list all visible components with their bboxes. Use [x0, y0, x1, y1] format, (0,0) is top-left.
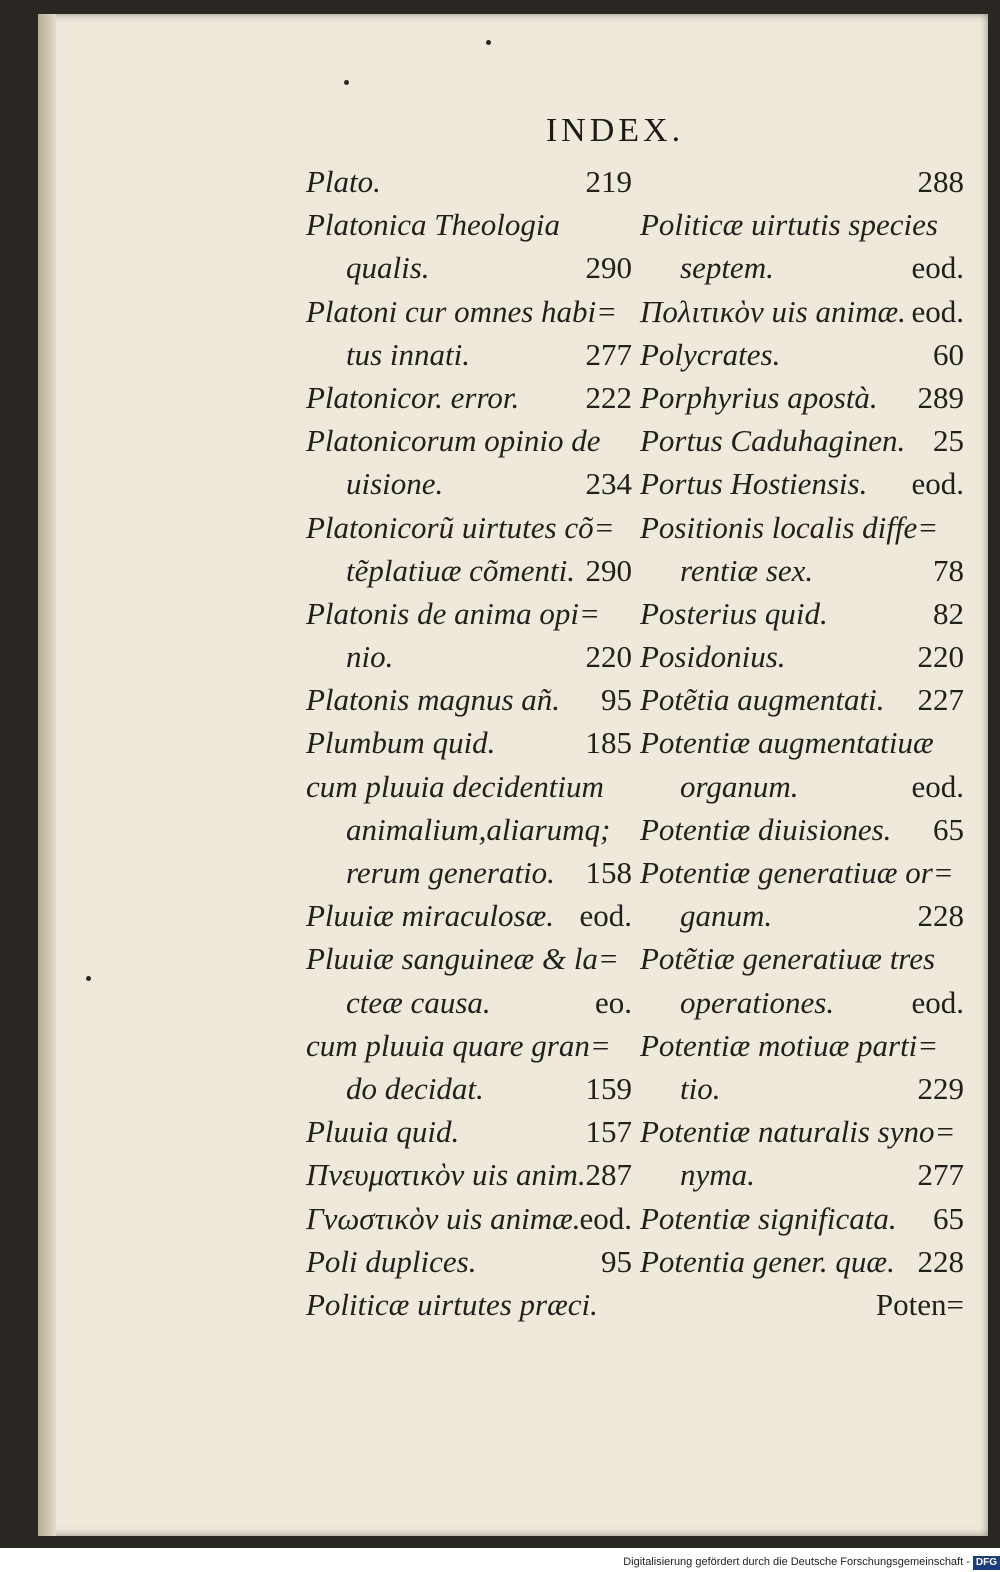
index-entry — [306, 203, 632, 246]
index-entry-text: Potentiæ significata. — [640, 1200, 897, 1236]
index-entry — [640, 894, 964, 937]
index-entry-page: eod. — [911, 250, 964, 286]
footer-text: Digitalisierung gefördert durch die Deutsche Forschungsgemeinschaft - — [623, 1556, 970, 1568]
index-entry-page: eo. — [594, 984, 632, 1020]
index-entry-page: 229 — [917, 1070, 964, 1106]
index-entry — [640, 506, 964, 549]
index-entry-text: Potentia gener. quæ. — [640, 1243, 895, 1279]
index-entry-text: septem. — [680, 250, 774, 286]
index-entry-page: eod. — [579, 1200, 632, 1236]
index-entry-page: 158 — [585, 855, 632, 890]
index-entry — [306, 1067, 632, 1110]
index-entry-text: Potẽtia augmentati. — [640, 682, 885, 718]
index-entry-page: 289 — [917, 379, 964, 415]
index-entry-page: 78 — [933, 552, 964, 588]
index-entry-text: cum pluuia quare gran= — [306, 1027, 611, 1063]
index-entry — [640, 290, 964, 333]
index-entry — [640, 1283, 964, 1326]
index-entry-text: cum pluuia decidentium — [306, 768, 604, 804]
index-entry — [640, 635, 964, 678]
index-entry-text: tus innati. — [346, 336, 471, 372]
ink-speck — [486, 40, 491, 45]
index-entry-page: eod. — [911, 466, 964, 502]
page-gutter — [38, 14, 56, 1536]
index-entry-page: eod. — [579, 898, 632, 934]
index-entry-text: nio. — [346, 639, 394, 675]
index-entry-page: eod. — [911, 984, 964, 1020]
index-entry-page: 157 — [585, 1114, 632, 1150]
index-entry — [306, 981, 632, 1024]
index-entry — [640, 1153, 964, 1196]
index-entry — [640, 808, 964, 851]
index-entry-page: 290 — [585, 552, 632, 588]
ink-speck — [344, 80, 349, 85]
index-entry-page: eod. — [911, 768, 964, 804]
index-entry-text: tẽplatiuæ cõmenti. — [346, 552, 576, 588]
index-entry-text: Potentiæ diuisiones. — [640, 811, 892, 847]
index-entry-text: Pluuia quid. — [306, 1114, 460, 1150]
index-entry-text: Pluuiæ miraculosæ. — [306, 898, 555, 934]
index-entry — [306, 635, 632, 678]
index-entry — [306, 160, 632, 203]
index-entry-text: Platoni cur omnes habi= — [306, 293, 618, 329]
index-entry-page: Poten= — [875, 1286, 964, 1322]
index-entry-text: Porphyrius apostà. — [640, 379, 878, 415]
index-entry-text: Pluuiæ sanguineæ & la= — [306, 941, 619, 977]
index-entry — [306, 765, 632, 808]
index-entry — [640, 981, 964, 1024]
index-entry-page: 159 — [585, 1070, 632, 1106]
index-entry — [306, 246, 632, 289]
index-entry — [640, 721, 964, 764]
ink-speck — [86, 976, 91, 981]
index-entry-text: cteæ causa. — [346, 984, 491, 1020]
index-entry — [640, 592, 964, 635]
index-entry-text: Γνωστικὸν uis animæ. — [306, 1200, 581, 1236]
footer-credit — [600, 1552, 1000, 1572]
page-title: INDEX. — [545, 112, 685, 149]
index-entry-text: do decidat. — [346, 1070, 484, 1106]
index-entry-page: 185 — [585, 725, 632, 761]
index-entry — [640, 1067, 964, 1110]
index-entry — [306, 721, 632, 764]
index-entry — [640, 678, 964, 721]
index-entry-text: Potẽtiæ generatiuæ tres — [640, 941, 936, 977]
index-entry — [306, 808, 632, 851]
index-entry-page: 220 — [917, 639, 964, 675]
index-entry — [640, 419, 964, 462]
index-entry-page: 219 — [585, 164, 632, 199]
index-entry-page: 227 — [917, 682, 964, 718]
index-entry-text: operationes. — [680, 984, 835, 1020]
index-entry-text: Platonis magnus añ. — [306, 682, 561, 718]
index-entry-text: Platonicorũ uirtutes cõ= — [306, 509, 615, 545]
index-entry-text: Platonica Theologia — [306, 207, 561, 243]
index-entry-text: Posterius quid. — [640, 595, 828, 631]
index-entry-text: Potentiæ generatiuæ or= — [640, 855, 954, 890]
index-entry — [306, 290, 632, 333]
index-entry — [306, 506, 632, 549]
index-entry-page: 287 — [585, 1157, 632, 1193]
index-entry-text: Portus Caduhaginen. — [640, 423, 906, 459]
index-entry-page: 222 — [585, 379, 632, 415]
index-entry — [306, 462, 632, 505]
index-entry-text: animalium,aliarumq; — [346, 811, 611, 847]
index-entry — [306, 333, 632, 376]
index-entry-page: 277 — [585, 336, 632, 372]
index-entry — [640, 1024, 964, 1067]
index-entry-page: 25 — [933, 423, 964, 459]
index-entry-text: Platonicorum opinio de — [306, 423, 601, 459]
index-entry-text: Platonis de anima opi= — [306, 595, 600, 631]
index-entry-page: 228 — [917, 1243, 964, 1279]
index-entry — [306, 592, 632, 635]
index-entry-text: Πνευματικὸν uis anim. — [306, 1157, 586, 1193]
index-entry-page: 82 — [933, 595, 964, 631]
index-entry — [306, 376, 632, 419]
index-entry — [640, 246, 964, 289]
index-entry-text: Portus Hostiensis. — [640, 466, 868, 502]
index-entry-page: 65 — [933, 1200, 964, 1236]
index-entry — [306, 1283, 632, 1326]
index-entry-page: 95 — [601, 1243, 632, 1279]
index-entry-text: Politicæ uirtutes præci. — [306, 1286, 598, 1322]
index-entry-text: Polycrates. — [640, 336, 781, 372]
index-entry-page: 220 — [585, 639, 632, 675]
index-entry — [306, 894, 632, 937]
index-entry-page: 60 — [933, 336, 964, 372]
index-entry — [640, 937, 964, 980]
index-entry-text: Potentiæ augmentatiuæ — [640, 725, 934, 761]
index-column-left — [306, 160, 632, 1326]
index-column-right — [640, 160, 964, 1326]
index-entry-text: Πολιτικὸν uis animæ. — [640, 293, 906, 329]
index-entry-text: Potentiæ motiuæ parti= — [640, 1027, 939, 1063]
index-entry — [640, 549, 964, 592]
index-entry-text: organum. — [680, 768, 799, 804]
index-entry-page: 228 — [917, 898, 964, 934]
index-entry — [306, 1024, 632, 1067]
index-entry — [640, 203, 964, 246]
index-entry-text: Politicæ uirtutis species — [640, 207, 938, 243]
index-entry — [640, 160, 964, 203]
index-entry-page: 65 — [933, 811, 964, 847]
index-entry-page: 234 — [585, 466, 632, 502]
index-entry — [640, 765, 964, 808]
index-entry-text: ganum. — [680, 898, 773, 934]
index-entry — [306, 678, 632, 721]
index-entry-page: eod. — [911, 293, 964, 329]
index-entry-text: Plumbum quid. — [306, 725, 496, 761]
index-entry — [640, 851, 964, 894]
index-entry-page: 277 — [917, 1157, 964, 1193]
index-entry-text: Poli duplices. — [306, 1243, 477, 1279]
index-entry — [306, 937, 632, 980]
index-entry-text: Positionis localis diffe= — [640, 509, 939, 545]
index-entry-text: Posidonius. — [640, 639, 786, 675]
index-entry-text: nyma. — [680, 1157, 755, 1193]
index-entry-text: uisione. — [346, 466, 444, 502]
index-entry-text: rerum generatio. — [346, 855, 555, 890]
index-entry-text: qualis. — [346, 250, 430, 286]
index-entry — [640, 1110, 964, 1153]
index-entry-text: Plato. — [306, 164, 381, 199]
index-entry — [640, 333, 964, 376]
index-entry — [306, 419, 632, 462]
index-entry-page: 288 — [917, 164, 964, 199]
index-entry-page: 290 — [585, 250, 632, 286]
index-entry — [640, 1197, 964, 1240]
index-entry — [306, 1240, 632, 1283]
dfg-logo: DFG — [973, 1556, 1000, 1570]
index-entry-text: Platonicor. error. — [306, 379, 520, 415]
index-entry — [306, 1197, 632, 1240]
index-entry — [306, 549, 632, 592]
index-entry-page: 95 — [601, 682, 632, 718]
index-entry-text: rentiæ sex. — [680, 552, 814, 588]
index-entry-text: Potentiæ naturalis syno= — [640, 1114, 956, 1150]
index-entry — [640, 376, 964, 419]
index-entry — [640, 1240, 964, 1283]
index-entry — [640, 462, 964, 505]
index-entry — [306, 1110, 632, 1153]
index-entry — [306, 851, 632, 894]
index-entry-text: tio. — [680, 1070, 721, 1106]
index-entry — [306, 1153, 632, 1196]
